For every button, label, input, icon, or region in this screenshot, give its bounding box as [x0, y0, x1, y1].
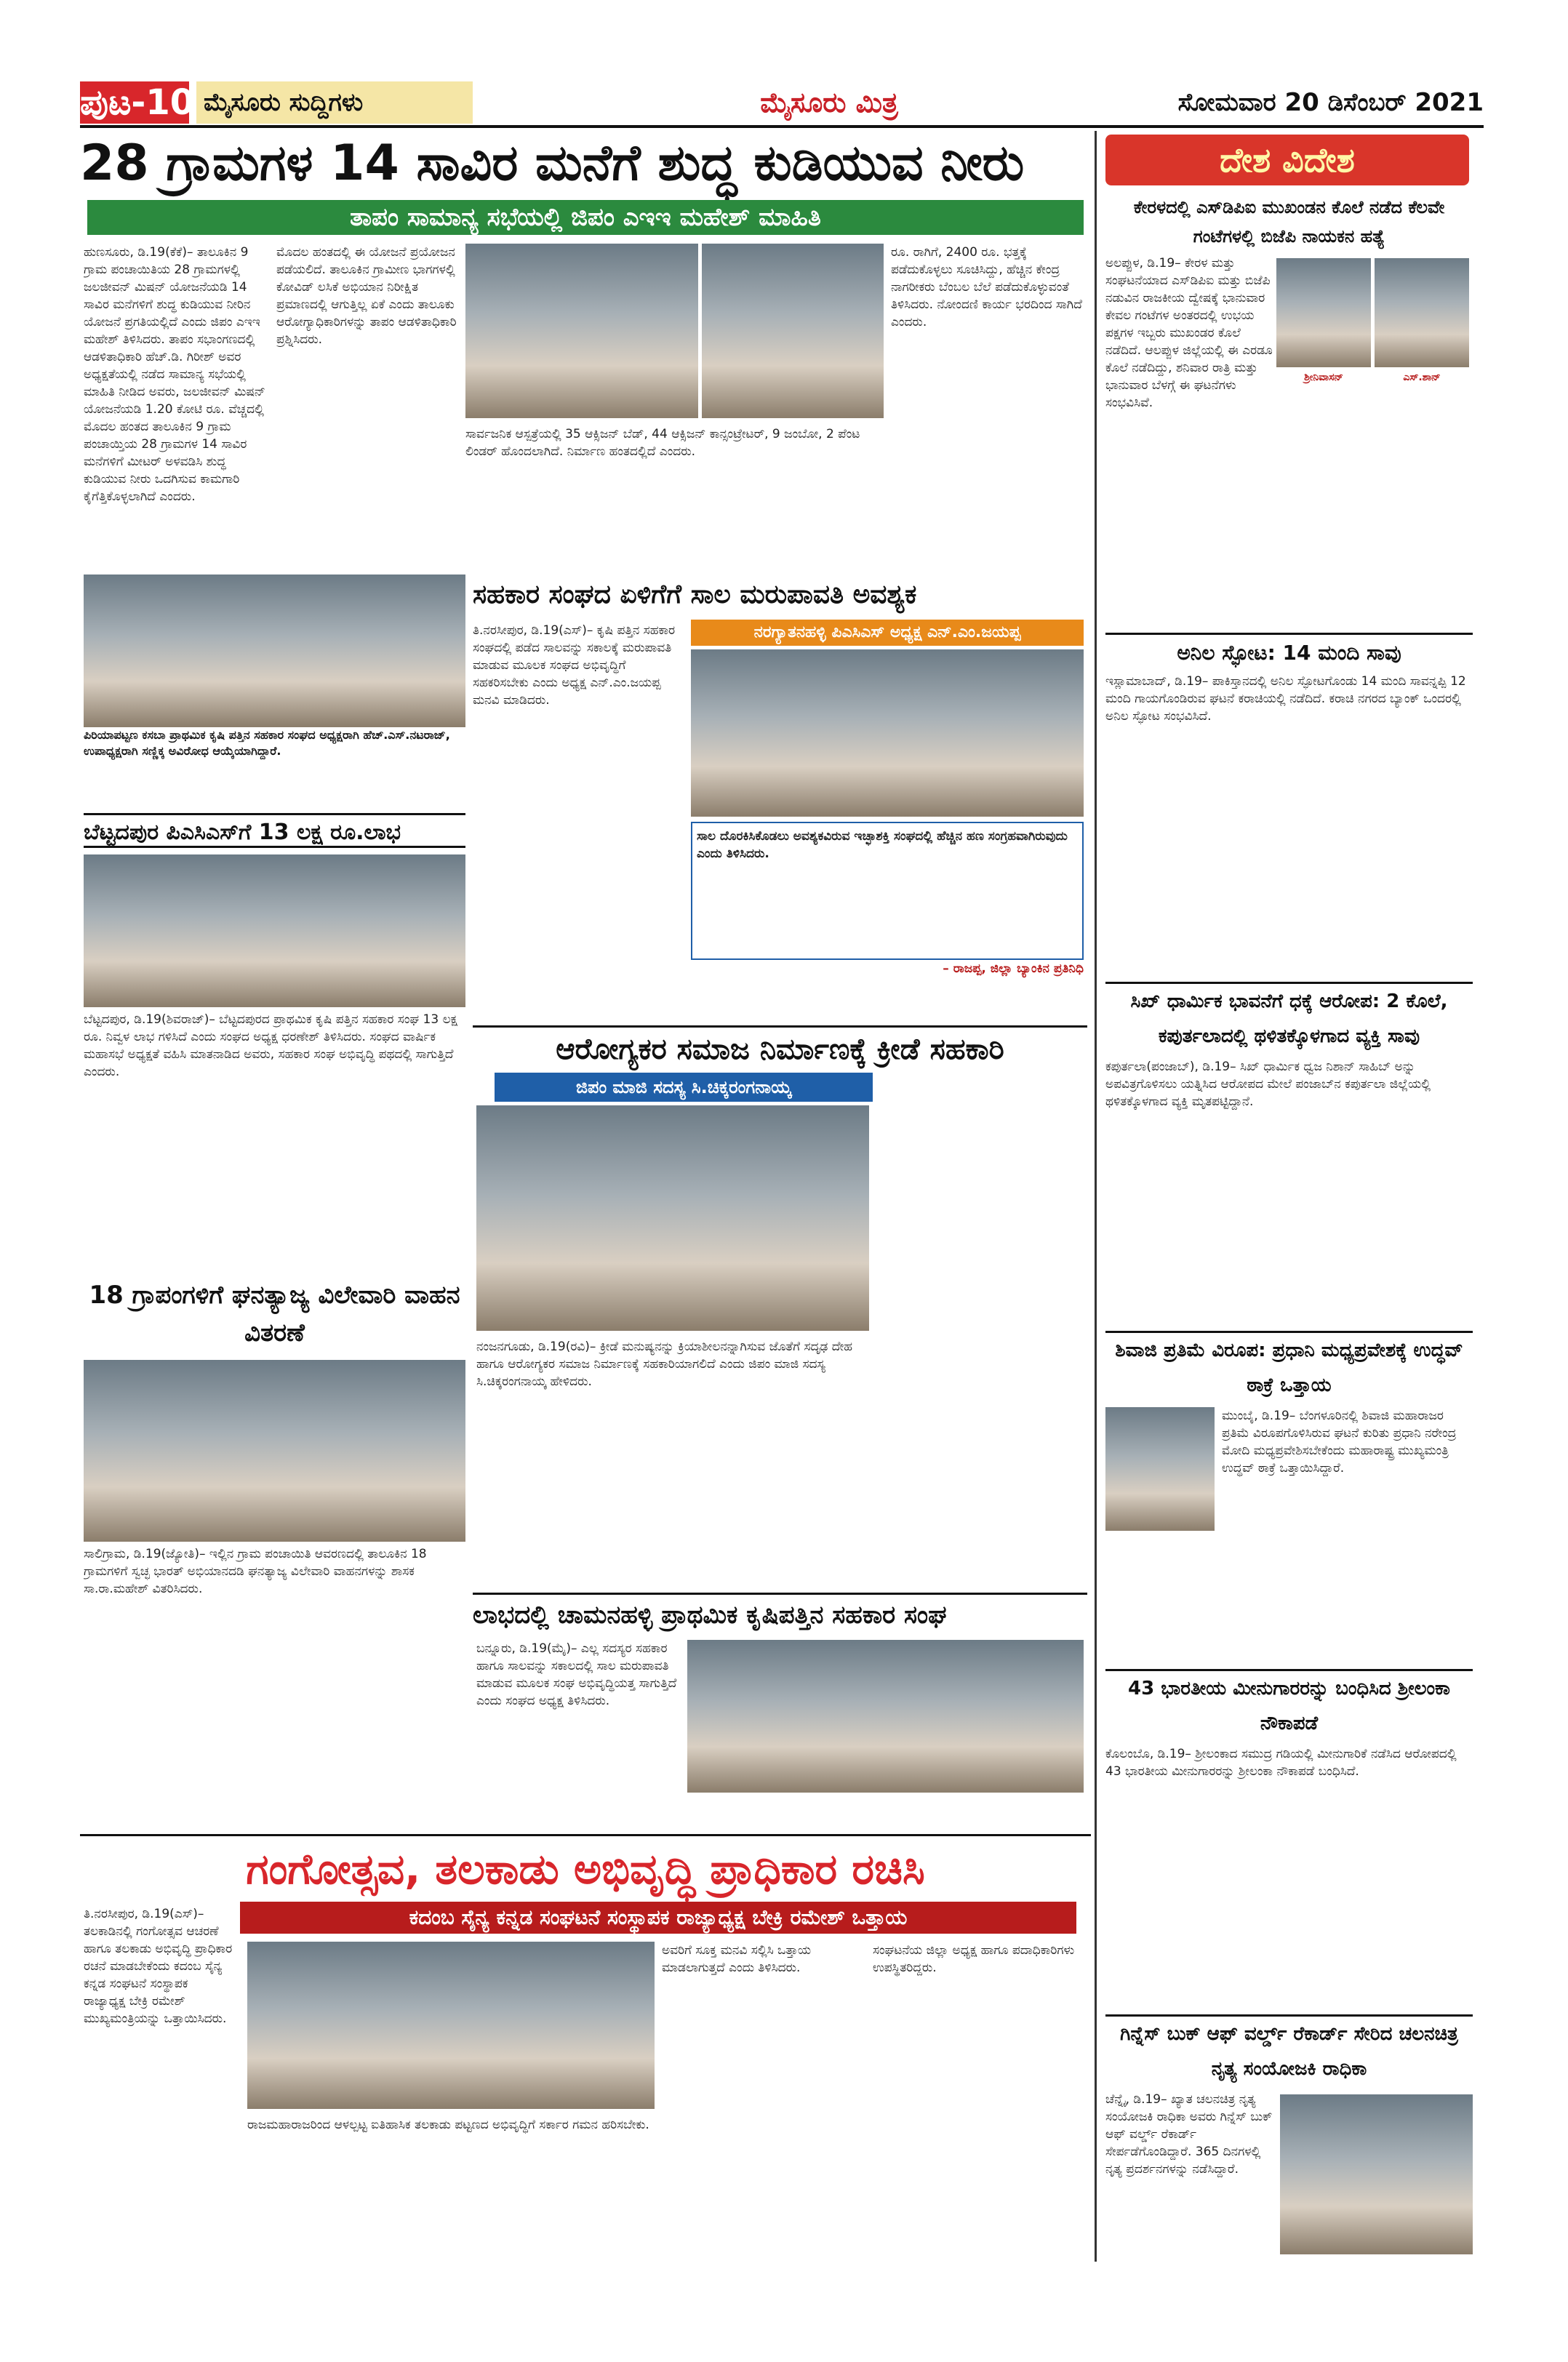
blast-headline: ಅನಿಲ ಸ್ಫೋಟ: 14 ಮಂದಿ ಸಾವು — [1105, 633, 1473, 669]
sikh-headline: ಸಿಖ್ ಧಾರ್ಮಿಕ ಭಾವನೆಗೆ ಧಕ್ಕೆ ಆರೋಪ: 2 ಕೊಲೆ, ಕಪುರ್ತಲಾದಲ್ಲಿ ಥಳಿತಕ್ಕೊಳಗಾದ ವ್ಯಕ್ತಿ ಸಾವು — [1105, 982, 1473, 1054]
guinness-body: ಚೆನ್ನೈ, ಡಿ.19– ಖ್ಯಾತ ಚಲನಚಿತ್ರ ನೃತ್ಯ ಸಂಯೋಜಕಿ ರಾಧಿಕಾ ಅವರು ಗಿನ್ನೆಸ್ ಬುಕ್ ಆಫ್ ವರ್ಲ್ಡ್ ರೆಕಾರ್ಡ್ ಸೇರ್ಪಡೆಗೊಂಡಿದ್ದಾರೆ. 365 ದಿನಗಳಲ್ಲಿ ನೃತ್ಯ ಪ್ರದರ್ಶನಗಳನ್ನು ನಡೆಸಿದ್ದಾರೆ. — [1105, 2092, 1273, 2177]
sahakara-body: ತಿ.ನರಸೀಪುರ, ಡಿ.19(ಎಸ್)– ಕೃಷಿ ಪತ್ತಿನ ಸಹಕಾರ ಸಂಘದಲ್ಲಿ ಪಡೆದ ಸಾಲವನ್ನು ಸಕಾಲಕ್ಕೆ ಮರುಪಾವತಿ ಮಾಡುವ ಮೂಲಕ ಸಂಘದ ಅಭಿವೃದ್ಧಿಗೆ ಸಹಕರಿಸಬೇಕು ಎಂದು ಅಧ್ಯಕ್ಷ ಎನ್.ಎಂ.ಜಯಪ್ಪ ಮನವಿ ಮಾಡಿದರು. — [473, 623, 676, 708]
desha-videsha-banner: ದೇಶ ವಿದೇಶ — [1105, 135, 1469, 185]
labha-headline: ಲಾಭದಲ್ಲಿ ಚಾಮನಹಳ್ಳಿ ಪ್ರಾಥಮಿಕ ಕೃಷಿಪತ್ತಿನ ಸಹಕಾರ ಸಂಘ — [473, 1593, 1087, 1633]
lead-col-2: ಮೊದಲ ಹಂತದಲ್ಲಿ ಈ ಯೋಜನೆ ಪ್ರಯೋಜನ ಪಡೆಯಲಿದೆ. ತಾಲೂಕಿನ ಗ್ರಾಮೀಣ ಭಾಗಗಳಲ್ಲಿ ಕೋವಿಡ್ ಲಸಿಕೆ ಅಭಿಯಾನ ನಿರೀಕ್ಷಿತ ಪ್ರಮಾಣದಲ್ಲಿ ಆಗುತ್ತಿಲ್ಲ ಏಕೆ ಎಂದು ತಾಲೂಕು ಆರೋಗ್ಯಾಧಿಕಾರಿಗಳನ್ನು ತಾಪಂ ಆಡಳಿತಾಧಿಕಾರಿ ಪ್ರಶ್ನಿಸಿದರು. — [276, 245, 457, 347]
kerala-headline: ಕೇರಳದಲ್ಲಿ ಎಸ್‌ಡಿಪಿಐ ಮುಖಂಡನ ಕೊಲೆ ನಡೆದ ಕೆಲವೇ ಗಂಟೆಗಳಲ್ಲಿ ಬಿಜೆಪಿ ನಾಯಕನ ಹತ್ಯೆ — [1133, 197, 1445, 247]
bettadapura-body: ಬೆಟ್ಟದಪುರ, ಡಿ.19(ಶಿವರಾಜ್)– ಬೆಟ್ಟದಪುರದ ಪ್ರಾಥಮಿಕ ಕೃಷಿ ಪತ್ತಿನ ಸಹಕಾರ ಸಂಘ 13 ಲಕ್ಷ ರೂ. ನಿವ್ವಳ ಲಾಭ ಗಳಿಸಿದೆ ಎಂದು ಸಂಘದ ಅಧ್ಯಕ್ಷ ಧರಣೇಶ್ ತಿಳಿಸಿದರು. ಸಂಘದ ವಾರ್ಷಿಕ ಮಹಾಸಭೆ ಅಧ್ಯಕ್ಷತೆ ವಹಿಸಿ ಮಾತನಾಡಿದ ಅವರು, ಸಹಕಾರ ಸಂಘ ಅಭಿವೃದ್ಧಿ ಪಥದಲ್ಲಿ ಸಾಗುತ್ತಿದೆ ಎಂದರು. — [84, 1012, 457, 1079]
arogya-headline: ಆರೋಗ್ಯಕರ ಸಮಾಜ ನಿರ್ಮಾಣಕ್ಕೆ ಕ್ರೀಡೆ ಸಹಕಾರಿ — [473, 1025, 1087, 1069]
blast-body: ಇಸ್ಲಾಮಾಬಾದ್, ಡಿ.19– ಪಾಕಿಸ್ತಾನದಲ್ಲಿ ಅನಿಲ ಸ್ಫೋಟಗೊಂಡು 14 ಮಂದಿ ಸಾವನ್ನಪ್ಪಿ 12 ಮಂದಿ ಗಾಯಗೊಂಡಿರುವ ಘಟನೆ ಕರಾಚಿಯಲ್ಲಿ ನಡೆದಿದೆ. ಕರಾಚಿ ನಗರದ ಬ್ಯಾಂಕ್ ಒಂದರಲ್ಲಿ ಅನಿಲ ಸ್ಫೋಟ ಸಂಭವಿಸಿದೆ. — [1105, 674, 1466, 724]
arogya-strap: ಜಿಪಂ ಮಾಜಿ ಸದಸ್ಯ ಸಿ.ಚಿಕ್ಕರಂಗನಾಯ್ಕ — [495, 1073, 873, 1102]
labha-photo — [687, 1640, 1084, 1793]
gangotsava-photo — [247, 1942, 655, 2109]
pacs-photo-caption: ಪಿರಿಯಾಪಟ್ಟಣ ಕಸಬಾ ಪ್ರಾಥಮಿಕ ಕೃಷಿ ಪತ್ತಿನ ಸಹಕಾರ ಸಂಘದ ಅಧ್ಯಕ್ಷರಾಗಿ ಹೆಚ್.ಎಸ್.ನಟರಾಜ್, ಉಪಾಧ್ಯಕ್ಷರಾಗಿ ಸಣ್ಣಿಕ್ಕ ಅವಿರೋಧ ಆಯ್ಕೆಯಾಗಿದ್ದಾರೆ. — [84, 727, 465, 807]
gangotsava-col-3: ಅವರಿಗೆ ಸೂಕ್ತ ಮನವಿ ಸಲ್ಲಿಸಿ ಒತ್ತಾಯ ಮಾಡಲಾಗುತ್ತದೆ ಎಂದು ತಿಳಿಸಿದರು. — [662, 1943, 812, 1975]
lead-photo-1 — [465, 244, 698, 418]
lead-col-3: ಸಾರ್ವಜನಿಕ ಆಸ್ಪತ್ರೆಯಲ್ಲಿ 35 ಆಕ್ಸಿಜನ್ ಬೆಡ್, 44 ಆಕ್ಸಿಜನ್ ಕಾನ್ಸಂಟ್ರೇಟರ್, 9 ಜಂಬೋ, 2 ಪೆಂಟ ಲಿಂಡರ್ ಹೊಂದಲಾಗಿದೆ. ನಿರ್ಮಾಣ ಹಂತದಲ್ಲಿದೆ ಎಂದರು. — [465, 427, 860, 459]
arogya-photo — [476, 1105, 869, 1331]
lead-col-4: ರೂ. ರಾಗಿಗೆ, 2400 ರೂ. ಭತ್ತಕ್ಕೆ ಪಡೆದುಕೊಳ್ಳಲು ಸೂಚಿಸಿದ್ದು, ಹೆಚ್ಚಿನ ಕೇಂದ್ರ ನಾಗರೀಕರು ಬೆಂಬಲ ಬೆಲೆ ಪಡೆದುಕೊಳ್ಳುವಂತೆ ತಿಳಿಸಿದರು. ನೋಂದಣಿ ಕಾರ್ಯ ಭರದಿಂದ ಸಾಗಿದೆ ಎಂದರು. — [891, 245, 1082, 329]
sahakara-headline: ಸಹಕಾರ ಸಂಘದ ಏಳಿಗೆಗೆ ಸಾಲ ಮರುಪಾವತಿ ಅವಶ್ಯಕ — [473, 580, 917, 609]
fishermen-body: ಕೊಲಂಬೊ, ಡಿ.19– ಶ್ರೀಲಂಕಾದ ಸಮುದ್ರ ಗಡಿಯಲ್ಲಿ ಮೀನುಗಾರಿಕೆ ನಡೆಸಿದ ಆರೋಪದಲ್ಲಿ 43 ಭಾರತೀಯ ಮೀನುಗಾರರನ್ನು ಶ್ರೀಲಂಕಾ ನೌಕಾಪಡೆ ಬಂಧಿಸಿದೆ. — [1105, 1747, 1457, 1779]
arogya-body: ನಂಜನಗೂಡು, ಡಿ.19(ರವಿ)– ಕ್ರೀಡೆ ಮನುಷ್ಯನನ್ನು ಕ್ರಿಯಾಶೀಲನನ್ನಾಗಿಸುವ ಜೊತೆಗೆ ಸದೃಢ ದೇಹ ಹಾಗೂ ಆರೋಗ್ಯಕರ ಸಮಾಜ ನಿರ್ಮಾಣಕ್ಕೆ ಸಹಕಾರಿಯಾಗಲಿದೆ ಎಂದು ಜಿಪಂ ಮಾಜಿ ಸದಸ್ಯ ಸಿ.ಚಿಕ್ಕರಂಗನಾಯ್ಕ ಹೇಳಿದರು. — [476, 1340, 853, 1389]
lead-headline: 28 ಗ್ರಾಮಗಳ 14 ಸಾವಿರ ಮನೆಗೆ ಶುದ್ಧ ಕುಡಿಯುವ ನೀರು — [80, 135, 1025, 192]
bottom-rule — [80, 1834, 1091, 1836]
pacs-photo — [84, 575, 465, 727]
bettadapura-headline: ಬೆಟ್ಟದಪುರ ಪಿಎಸಿಎಸ್‌ಗೆ 13 ಲಕ್ಷ ರೂ.ಲಾಭ — [84, 813, 465, 848]
shivaji-body: ಮುಂಬೈ, ಡಿ.19– ಬೆಂಗಳೂರಿನಲ್ಲಿ ಶಿವಾಜಿ ಮಹಾರಾಜರ ಪ್ರತಿಮೆ ವಿರೂಪಗೊಳಿಸಿರುವ ಘಟನೆ ಕುರಿತು ಪ್ರಧಾನಿ ನರೇಂದ್ರ ಮೋದಿ ಮಧ್ಯಪ್ರವೇಶಿಸಬೇಕೆಂದು ಮಹಾರಾಷ್ಟ್ರ ಮುಖ್ಯಮಂತ್ರಿ ಉದ್ಧವ್ ಠಾಕ್ರೆ ಒತ್ತಾಯಿಸಿದ್ದಾರೆ. — [1222, 1409, 1457, 1476]
kerala-body: ಅಲಪ್ಪುಳ, ಡಿ.19– ಕೇರಳ ಮತ್ತು ಸಂಘಟನೆಯಾದ ಎಸ್‌ಡಿಪಿಐ ಮತ್ತು ಬಿಜೆಪಿ ನಡುವಿನ ರಾಜಕೀಯ ದ್ವೇಷಕ್ಕೆ ಭಾನುವಾರ ಕೇವಲ ಗಂಟೆಗಳ ಅಂತರದಲ್ಲಿ ಉಭಯ ಪಕ್ಷಗಳ ಇಬ್ಬರು ಮುಖಂಡರ ಕೊಲೆ ನಡೆದಿದೆ. ಆಲಪ್ಪುಳ ಜಿಲ್ಲೆಯಲ್ಲಿ ಈ ಎರಡೂ ಕೊಲೆ ನಡೆದಿದ್ದು, ಶನಿವಾರ ರಾತ್ರಿ ಮತ್ತು ಭಾನುವಾರ ಬೆಳಗ್ಗೆ ಈ ಘಟನೆಗಳು ಸಂಭವಿಸಿವೆ. — [1105, 256, 1273, 410]
gangotsava-headline: ಗಂಗೋತ್ಸವ, ತಲಕಾಡು ಅಭಿವೃದ್ಧಿ ಪ್ರಾಧಿಕಾರ ರಚಿಸಿ — [246, 1844, 925, 1894]
gangotsava-col-1: ತಿ.ನರಸೀಪುರ, ಡಿ.19(ಎಸ್)– ತಲಕಾಡಿನಲ್ಲಿ ಗಂಗೋತ್ಸವ ಆಚರಣೆ ಹಾಗೂ ತಲಕಾಡು ಅಭಿವೃದ್ಧಿ ಪ್ರಾಧಿಕಾರ ರಚನೆ ಮಾಡಬೇಕೆಂದು ಕದಂಬ ಸೈನ್ಯ ಕನ್ನಡ ಸಂಘಟನೆ ಸಂಸ್ಥಾಪಕ ರಾಜ್ಯಾಧ್ಯಕ್ಷ ಬೇಕ್ರಿ ರಮೇಶ್ ಮುಖ್ಯಮಂತ್ರಿಯನ್ನು ಒತ್ತಾಯಿಸಿದರು. — [84, 1907, 233, 2026]
gangotsava-col-4: ಸಂಘಟನೆಯ ಜಿಲ್ಲಾ ಅಧ್ಯಕ್ಷ ಹಾಗೂ ಪದಾಧಿಕಾರಿಗಳು ಉಪಸ್ಥಿತರಿದ್ದರು. — [873, 1943, 1075, 1975]
fishermen-headline: 43 ಭಾರತೀಯ ಮೀನುಗಾರರನ್ನು ಬಂಧಿಸಿದ ಶ್ರೀಲಂಕಾ ನೌಕಾಪಡೆ — [1105, 1669, 1473, 1742]
gangotsava-strap: ಕದಂಬ ಸೈನ್ಯ ಕನ್ನಡ ಸಂಘಟನೆ ಸಂಸ್ಥಾಪಕ ರಾಜ್ಯಾಧ್ಯಕ್ಷ ಬೇಕ್ರಿ ರಮೇಶ್ ಒತ್ತಾಯ — [240, 1902, 1076, 1934]
gangotsava-col-2: ರಾಜಮಹಾರಾಜರಿಂದ ಆಳಲ್ಪಟ್ಟ ಐತಿಹಾಸಿಕ ತಲಕಾಡು ಪಟ್ಟಣದ ಅಭಿವೃದ್ಧಿಗೆ ಸರ್ಕಾರ ಗಮನ ಹರಿಸಬೇಕು. — [247, 2118, 649, 2132]
sikh-body: ಕಪುರ್ತಲಾ(ಪಂಜಾಬ್), ಡಿ.19– ಸಿಖ್ ಧಾರ್ಮಿಕ ಧ್ವಜ ನಿಶಾನ್ ಸಾಹಿಬ್ ಅನ್ನು ಅಪವಿತ್ರಗೊಳಿಸಲು ಯತ್ನಿಸಿದ ಆರೋಪದ ಮೇಲೆ ಪಂಜಾಬ್‌ನ ಕಪುರ್ತಲಾ ಜಿಲ್ಲೆಯಲ್ಲಿ ಥಳಿತಕ್ಕೊಳಗಾದ ವ್ಯಕ್ತಿ ಮೃತಪಟ್ಟಿದ್ದಾನೆ. — [1105, 1060, 1431, 1109]
kerala-photo-b — [1375, 258, 1469, 367]
labha-body: ಬನ್ನೂರು, ಡಿ.19(ಮೈ)– ಎಲ್ಲ ಸದಸ್ಯರ ಸಹಕಾರ ಹಾಗೂ ಸಾಲವನ್ನು ಸಕಾಲದಲ್ಲಿ ಸಾಲ ಮರುಪಾವತಿ ಮಾಡುವ ಮೂಲಕ ಸಂಘ ಅಭಿವೃದ್ಧಿಯತ್ತ ಸಾಗುತ್ತಿದೆ ಎಂದು ಸಂಘದ ಅಧ್ಯಕ್ಷ ತಿಳಿಸಿದರು. — [476, 1641, 677, 1708]
guinness-headline: ಗಿನ್ನೆಸ್ ಬುಕ್ ಆಫ್ ವರ್ಲ್ಡ್ ರೆಕಾರ್ಡ್ ಸೇರಿದ ಚಲನಚಿತ್ರ ನೃತ್ಯ ಸಂಯೋಜಕಿ ರಾಧಿಕಾ — [1105, 2014, 1473, 2087]
masthead-rule — [80, 125, 1484, 128]
waste-vehicle-body: ಸಾಲಿಗ್ರಾಮ, ಡಿ.19(ಜ್ಯೋತಿ)– ಇಲ್ಲಿನ ಗ್ರಾಮ ಪಂಚಾಯಿತಿ ಆವರಣದಲ್ಲಿ ತಾಲೂಕಿನ 18 ಗ್ರಾಮಗಳಿಗೆ ಸ್ವಚ್ಛ ಭಾರತ್ ಅಭಿಯಾನದಡಿ ಘನತ್ಯಾಜ್ಯ ವಿಲೇವಾರಿ ವಾಹನಗಳನ್ನು ಶಾಸಕ ಸಾ.ರಾ.ಮಹೇಶ್ ವಿತರಿಸಿದರು. — [84, 1547, 427, 1596]
lead-photo-2 — [702, 244, 884, 418]
lead-strap: ತಾಪಂ ಸಾಮಾನ್ಯ ಸಭೆಯಲ್ಲಿ ಜಿಪಂ ಎಇಇ ಮಹೇಶ್ ಮಾಹಿತಿ — [87, 200, 1084, 235]
kerala-caption-a: ಶ್ರೀನಿವಾಸನ್ — [1276, 369, 1371, 387]
section-title: ಮೈಸೂರು ಸುದ್ದಿಗಳು — [196, 81, 473, 124]
sahakara-photo — [691, 649, 1084, 817]
paper-name: ಮೈಸೂರು ಮಿತ್ರ — [760, 87, 898, 119]
waste-vehicle-photo — [84, 1360, 465, 1542]
page-number: ಪುಟ-10 — [80, 82, 195, 123]
shivaji-headline: ಶಿವಾಜಿ ಪ್ರತಿಮೆ ವಿರೂಪ: ಪ್ರಧಾನಿ ಮಧ್ಯಪ್ರವೇಶಕ್ಕೆ ಉದ್ಧವ್ ಠಾಕ್ರೆ ಒತ್ತಾಯ — [1105, 1331, 1473, 1404]
waste-vehicle-headline: 18 ಗ್ರಾಪಂಗಳಿಗೆ ಘನತ್ಯಾಜ್ಯ ವಿಲೇವಾರಿ ವಾಹನ ವಿತರಣೆ — [89, 1281, 460, 1348]
kerala-photo-a — [1276, 258, 1371, 367]
sahakara-quote-byline: – ರಾಜಪ್ಪ, ಜಿಲ್ಲಾ ಬ್ಯಾಂಕಿನ ಪ್ರತಿನಿಧಿ — [943, 961, 1084, 976]
issue-date: ಸೋಮವಾರ 20 ಡಿಸೆಂಬರ್ 2021 — [1177, 88, 1484, 117]
lead-col-1: ಹುಣಸೂರು, ಡಿ.19(ಕೆಕೆ)– ತಾಲೂಕಿನ 9 ಗ್ರಾಮ ಪಂಚಾಯಿತಿಯ 28 ಗ್ರಾಮಗಳಲ್ಲಿ ಜಲಜೀವನ್ ಮಿಷನ್ ಯೋಜನೆಯಡಿ 14 ಸಾವಿರ ಮನೆಗಳಿಗೆ ಶುದ್ಧ ಕುಡಿಯುವ ನೀರಿನ ಯೋಜನೆ ಪ್ರಗತಿಯಲ್ಲಿದೆ ಎಂದು ಜಿಪಂ ಎಇಇ ಮಹೇಶ್ ತಿಳಿಸಿದರು. ತಾಪಂ ಸಭಾಂಗಣದಲ್ಲಿ ಆಡಳಿತಾಧಿಕಾರಿ ಹೆಚ್.ಡಿ. ಗಿರೀಶ್ ಅವರ ಅಧ್ಯಕ್ಷತೆಯಲ್ಲಿ ನಡೆದ ಸಾಮಾನ್ಯ ಸಭೆಯಲ್ಲಿ ಮಾಹಿತಿ ನೀಡಿದ ಅವರು, ಜಲಜೀವನ್ ಮಿಷನ್ ಯೋಜನೆಯಡಿ 1.20 ಕೋಟಿ ರೂ. ವೆಚ್ಚದಲ್ಲಿ ಮೊದಲ ಹಂತದ ತಾಲೂಕಿನ 9 ಗ್ರಾಮ ಪಂಚಾಯ್ತಿಯ 28 ಗ್ರಾಮಗಳ 14 ಸಾವಿರ ಮನೆಗಳಿಗೆ ಮೀಟರ್ ಅಳವಡಿಸಿ ಶುದ್ಧ ಕುಡಿಯುವ ನೀರು ಒದಗಿಸುವ ಕಾಮಗಾರಿ ಕೈಗೆತ್ತಿಕೊಳ್ಳಲಾಗಿದೆ ಎಂದರು. — [84, 245, 265, 504]
kerala-caption-b: ಎಸ್.ಶಾನ್ — [1375, 369, 1469, 387]
sahakara-strap: ನರಗ್ಯಾತನಹಳ್ಳಿ ಪಿಎಸಿಎಸ್ ಅಧ್ಯಕ್ಷ ಎನ್.ಎಂ.ಜಯಪ್ಪ — [691, 620, 1084, 646]
uddhav-photo — [1105, 1407, 1215, 1531]
guinness-photo — [1280, 2094, 1473, 2254]
bettadapura-photo — [84, 854, 465, 1007]
sahakara-quote: ಸಾಲ ದೊರಕಿಸಿಕೊಡಲು ಅವಶ್ಯಕವಿರುವ ಇಚ್ಛಾಶಕ್ತಿ ಸಂಘದಲ್ಲಿ ಹೆಚ್ಚಿನ ಹಣ ಸಂಗ್ರಹವಾಗಿರುವುದು ಎಂದು ತಿಳಿಸಿದರು. — [691, 822, 1084, 960]
